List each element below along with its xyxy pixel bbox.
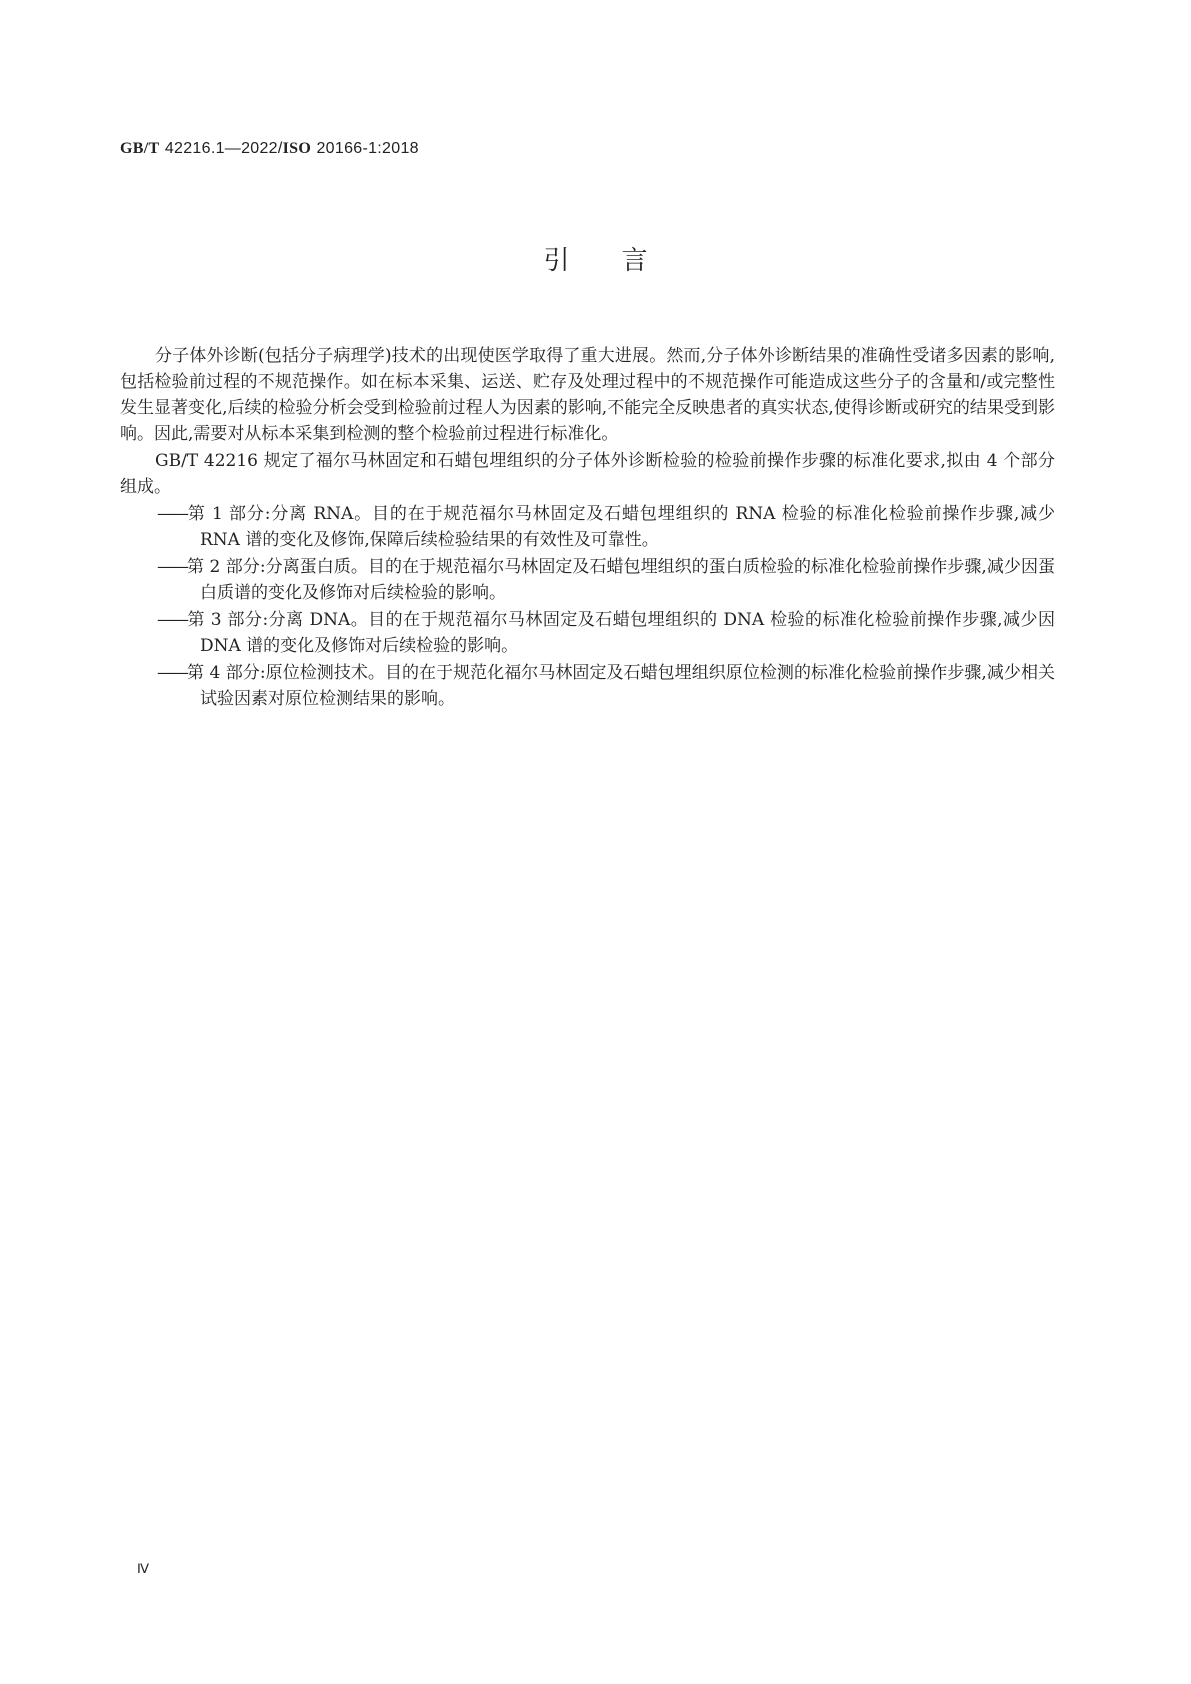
dash-marker: —— xyxy=(157,663,187,683)
list-item-text: 第 1 部分:分离 RNA。目的在于规范福尔马林固定及石蜡包埋组织的 RNA 检验的标准化检验前操作步骤,减少 RNA 谱的变化及修饰,保障后续检验结果的有效性及可靠性。 xyxy=(187,504,1055,550)
list-item-text: 第 3 部分:分离 DNA。目的在于规范福尔马林固定及石蜡包埋组织的 DNA 检验的标准化检验前操作步骤,减少因 DNA 谱的变化及修饰对后续检验的影响。 xyxy=(187,610,1055,656)
paragraph: 分子体外诊断(包括分子病理学)技术的出现使医学取得了重大进展。然而,分子体外诊断结果的准确性受诸多因素的影响,包括检验前过程的不规范操作。如在标本采集、运送、贮存及处理过程中的不规范操作可能造成这些分子的含量和/或完整性发生显著变化,后续的检验分析会受到检验前过程人为因素的影响,不能完全反映患者的真实状态,使得诊断或研究的结果受到影响。因此,需要对从标本采集到检测的整个检验前过程进行标准化。 xyxy=(120,346,1055,444)
list-item xyxy=(120,554,1055,606)
document-body xyxy=(120,343,1055,713)
paragraph: GB/T 42216 规定了福尔马林固定和石蜡包埋组织的分子体外诊断检验的检验前操作步骤的标准化要求,拟由 4 个部分组成。 xyxy=(120,451,1055,497)
document-header xyxy=(120,138,419,158)
iso-prefix: ISO xyxy=(282,140,312,157)
iso-number: 20166-1:2018 xyxy=(316,140,419,157)
list-item xyxy=(120,607,1055,659)
standard-number: 42216.1—2022/ xyxy=(164,140,283,157)
dash-marker: —— xyxy=(157,557,187,577)
section-title: 引言 xyxy=(543,246,700,276)
list-item-text: 第 4 部分:原位检测技术。目的在于规范化福尔马林固定及石蜡包埋组织原位检测的标准化检验前操作步骤,减少相关试验因素对原位检测结果的影响。 xyxy=(187,663,1055,709)
list-item xyxy=(120,501,1055,553)
dash-marker: —— xyxy=(157,504,187,524)
page-number: Ⅳ xyxy=(137,1561,149,1576)
list-item xyxy=(120,660,1055,712)
dash-marker: —— xyxy=(157,610,187,630)
standard-prefix: GB/T xyxy=(120,140,160,157)
list-item-text: 第 2 部分:分离蛋白质。目的在于规范福尔马林固定及石蜡包埋组织的蛋白质检验的标准化检验前操作步骤,减少因蛋白质谱的变化及修饰对后续检验的影响。 xyxy=(187,557,1055,603)
